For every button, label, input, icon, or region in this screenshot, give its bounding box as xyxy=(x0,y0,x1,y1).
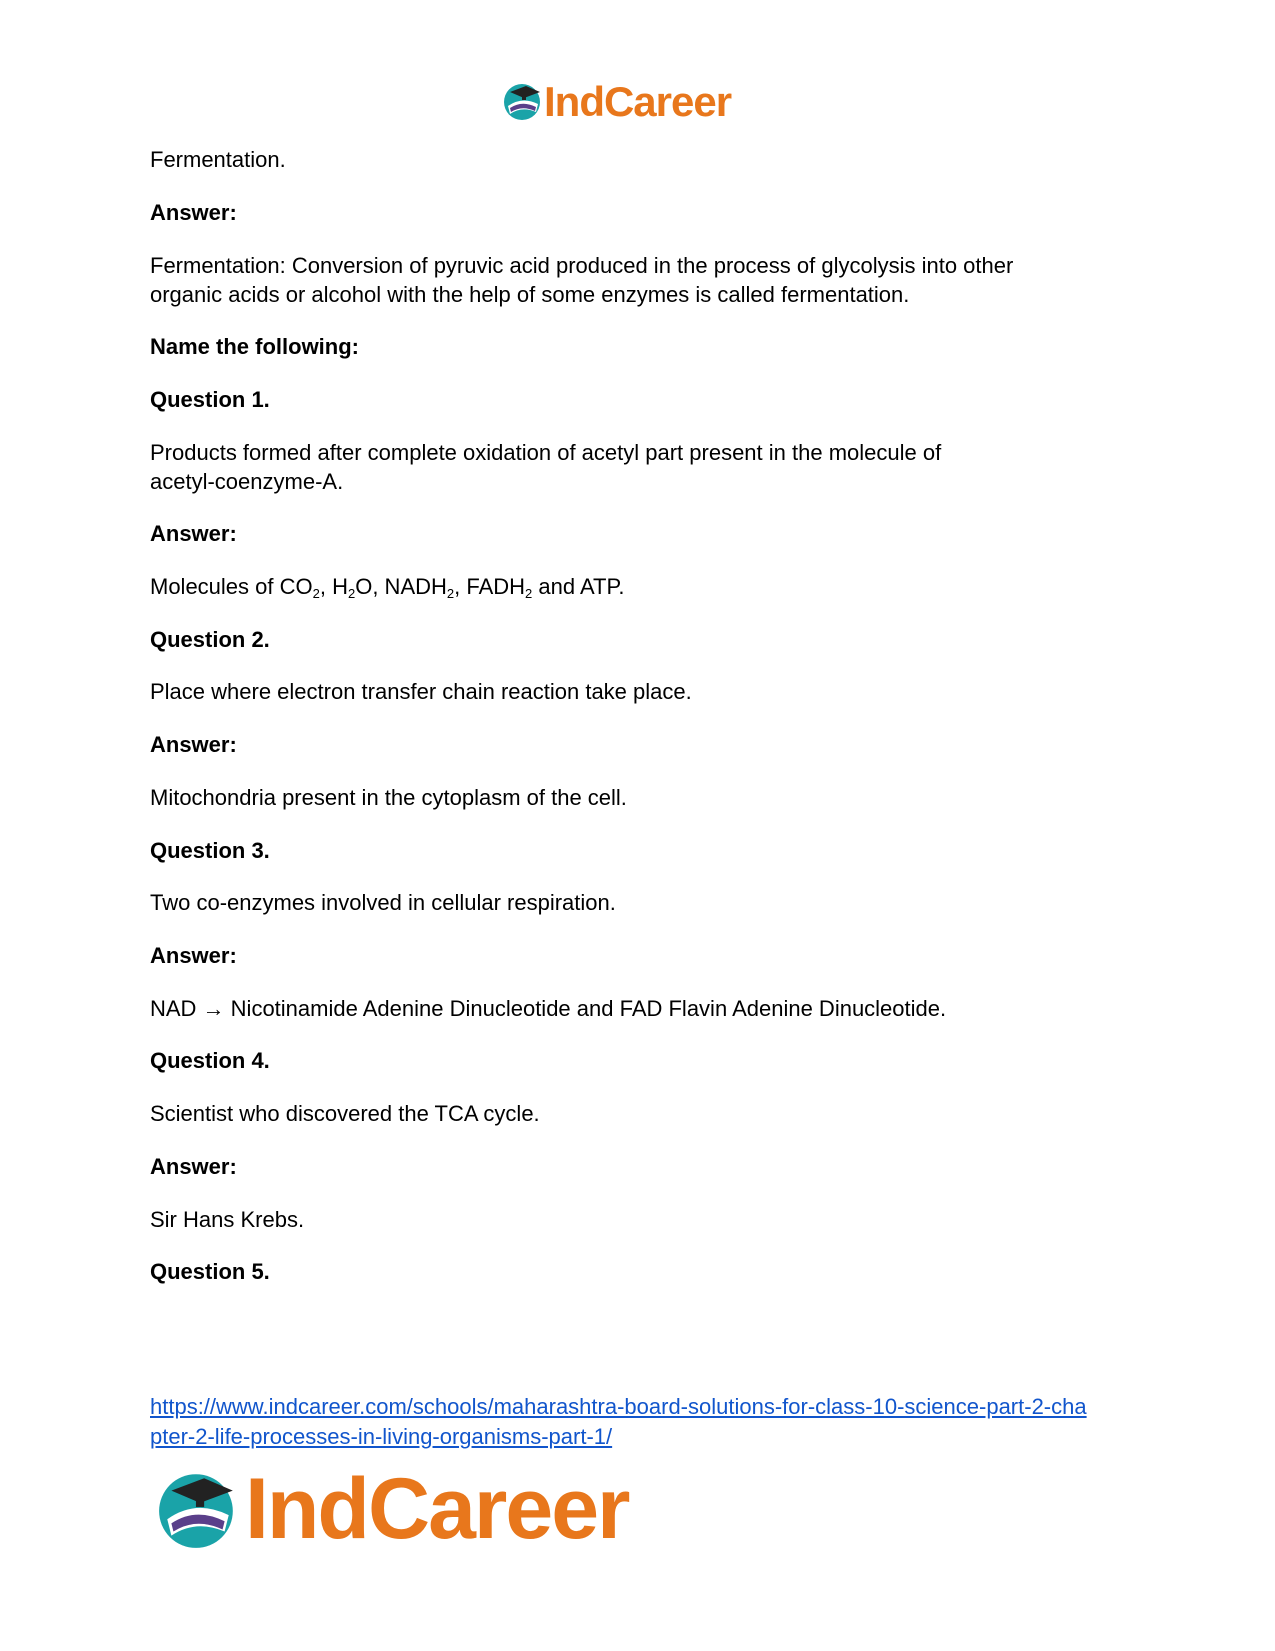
brand-wordmark: IndCareer xyxy=(245,1461,629,1557)
question-4-label: Question 4. xyxy=(150,1048,270,1073)
brand-wordmark: IndCareer xyxy=(544,78,732,125)
fermentation-definition-line-1: Fermentation: Conversion of pyruvic acid produced in the process of glycolysis into other xyxy=(150,253,1014,278)
question-2-answer: Mitochondria present in the cytoplasm of the cell. xyxy=(150,785,627,810)
header-logo xyxy=(502,78,772,128)
question-4-text: Scientist who discovered the TCA cycle. xyxy=(150,1101,540,1126)
question-3-answer: NAD → Nicotinamide Adenine Dinucleotide and FAD Flavin Adenine Dinucleotide. xyxy=(150,996,947,1021)
source-link-line-1[interactable]: https://www.indcareer.com/schools/maharashtra-board-solutions-for-class-10-science-part-2-cha xyxy=(150,1394,1087,1419)
source-link-line-2[interactable]: pter-2-life-processes-in-living-organisms-part-1/ xyxy=(150,1424,613,1449)
source-link[interactable] xyxy=(150,1392,1087,1452)
graduation-cap-icon xyxy=(155,1466,241,1552)
question-5-label: Question 5. xyxy=(150,1259,270,1284)
answer-label: Answer: xyxy=(150,943,237,968)
footer-logo xyxy=(155,1462,715,1558)
question-4-answer: Sir Hans Krebs. xyxy=(150,1207,305,1232)
answer-label: Answer: xyxy=(150,200,237,225)
question-3-label: Question 3. xyxy=(150,838,270,863)
question-1-answer: Molecules of $CO_2$, $H_2O$, $NADH_2$, $FADH_2$ and ATP. xyxy=(150,574,625,601)
answer-label: Answer: xyxy=(150,521,237,546)
intro-term: Fermentation. xyxy=(150,147,286,172)
question-2-label: Question 2. xyxy=(150,627,270,652)
section-heading: Name the following: xyxy=(150,334,359,359)
fermentation-definition-line-2: organic acids or alcohol with the help of some enzymes is called fermentation. xyxy=(150,282,910,307)
question-3-text: Two co-enzymes involved in cellular respiration. xyxy=(150,890,616,915)
question-1-text-line-1: Products formed after complete oxidation of acetyl part present in the molecule of xyxy=(150,440,942,465)
question-1-text-line-2: acetyl-coenzyme-A. xyxy=(150,469,344,494)
question-2-text: Place where electron transfer chain reaction take place. xyxy=(150,679,692,704)
answer-label: Answer: xyxy=(150,1154,237,1179)
answer-label: Answer: xyxy=(150,732,237,757)
graduation-cap-icon xyxy=(502,80,544,122)
question-1-label: Question 1. xyxy=(150,387,270,412)
